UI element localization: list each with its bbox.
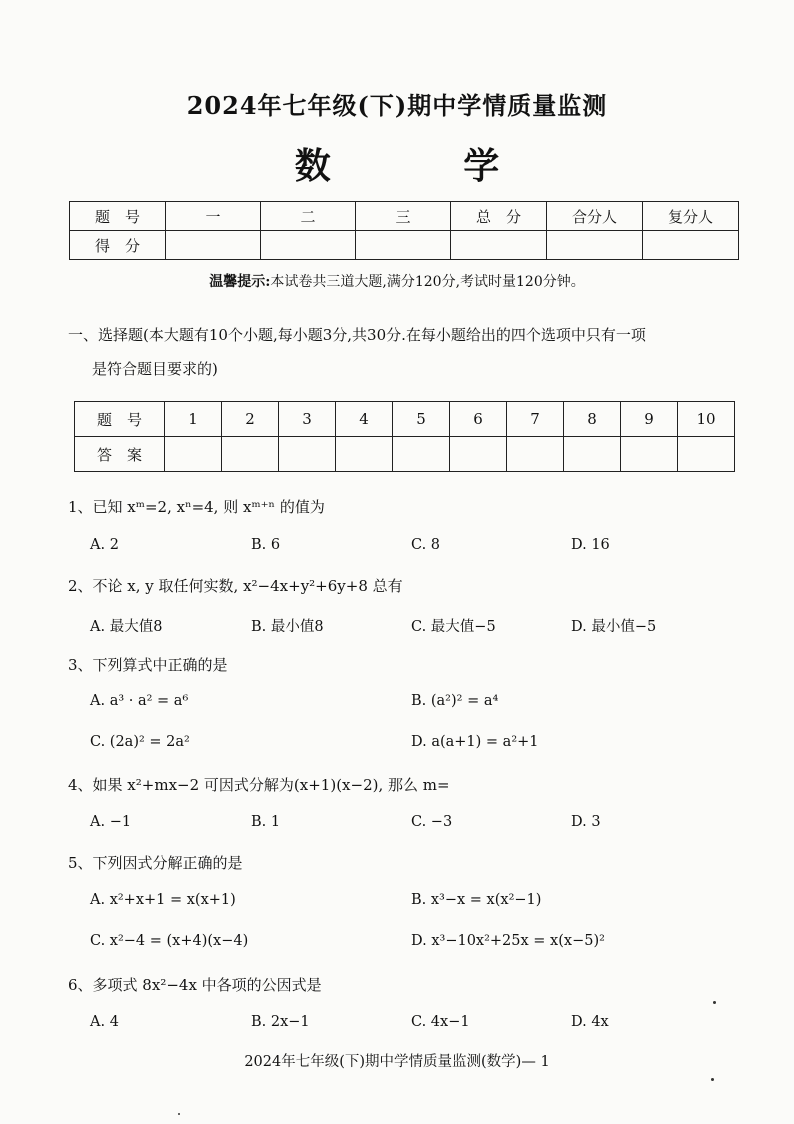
score-cell-total: 总 分	[451, 202, 547, 231]
question-5-option-d[interactable]: D. x³−10x²+25x = x(x−5)²	[411, 933, 605, 949]
score-input-cell[interactable]	[547, 231, 643, 260]
scan-speck	[178, 1113, 180, 1115]
question-4-option-a[interactable]: A. −1	[90, 814, 132, 830]
score-cell-label: 题 号	[70, 202, 166, 231]
score-cell-section2: 二	[261, 202, 356, 231]
question-4-option-d[interactable]: D. 3	[571, 814, 601, 830]
tip-label: 温馨提示:	[209, 274, 271, 290]
answer-input-cell[interactable]	[564, 437, 621, 472]
question-3-option-b[interactable]: B. (a²)² = a⁴	[411, 693, 499, 709]
score-input-cell[interactable]	[261, 231, 356, 260]
answer-table	[74, 401, 735, 472]
subject-title: 数 学	[294, 145, 560, 187]
question-number: 5	[393, 402, 450, 437]
section1-line1: 一、选择题(本大题有10个小题,每小题3分,共30分.在每小题给出的四个选项中只有一项	[68, 326, 646, 344]
question-6-option-a[interactable]: A. 4	[90, 1014, 119, 1030]
answer-row-label: 答 案	[75, 437, 165, 472]
score-input-cell[interactable]	[166, 231, 261, 260]
section1-instructions	[68, 318, 740, 386]
question-number: 4	[336, 402, 393, 437]
question-number: 9	[621, 402, 678, 437]
question-3-option-c[interactable]: C. (2a)² = 2a²	[90, 734, 190, 750]
score-input-cell[interactable]	[451, 231, 547, 260]
answer-input-cell[interactable]	[621, 437, 678, 472]
question-4-option-b[interactable]: B. 1	[251, 814, 281, 830]
question-1-option-b[interactable]: B. 6	[251, 537, 281, 553]
score-input-cell[interactable]	[356, 231, 451, 260]
score-table	[69, 201, 739, 260]
question-number: 1	[165, 402, 222, 437]
exam-title: 2024年七年级(下)期中学情质量监测	[186, 91, 608, 120]
answer-table-number-row	[75, 402, 735, 437]
answer-header-label: 题 号	[75, 402, 165, 437]
question-5-option-c[interactable]: C. x²−4 = (x+4)(x−4)	[90, 933, 249, 949]
answer-input-cell[interactable]	[393, 437, 450, 472]
question-2-stem: 2、不论 x, y 取任何实数, x²−4x+y²+6y+8 总有	[68, 577, 403, 595]
answer-input-cell[interactable]	[678, 437, 735, 472]
tip-text: 本试卷共三道大题,满分120分,考试时量120分钟。	[270, 274, 585, 290]
question-number: 3	[279, 402, 336, 437]
question-2-option-d[interactable]: D. 最小值−5	[571, 619, 657, 635]
section1-line2: 是符合题目要求的)	[92, 360, 218, 378]
answer-input-cell[interactable]	[507, 437, 564, 472]
question-number: 7	[507, 402, 564, 437]
answer-input-cell[interactable]	[336, 437, 393, 472]
question-6-option-d[interactable]: D. 4x	[571, 1014, 609, 1030]
question-number: 10	[678, 402, 735, 437]
question-3-option-a[interactable]: A. a³ · a² = a⁶	[90, 693, 189, 709]
question-4-stem: 4、如果 x²+mx−2 可因式分解为(x+1)(x−2), 那么 m=	[68, 776, 450, 794]
score-cell-section3: 三	[356, 202, 451, 231]
score-cell-section1: 一	[166, 202, 261, 231]
question-number: 6	[450, 402, 507, 437]
question-number: 2	[222, 402, 279, 437]
answer-input-cell[interactable]	[222, 437, 279, 472]
scan-speck	[713, 1001, 716, 1004]
question-6-option-b[interactable]: B. 2x−1	[251, 1014, 310, 1030]
question-5-option-b[interactable]: B. x³−x = x(x²−1)	[411, 892, 542, 908]
score-row-label: 得 分	[70, 231, 166, 260]
score-cell-tallier: 合分人	[547, 202, 643, 231]
answer-input-cell[interactable]	[165, 437, 222, 472]
score-table-score-row	[70, 231, 739, 260]
question-number: 8	[564, 402, 621, 437]
answer-table-answer-row	[75, 437, 735, 472]
question-5-stem: 5、下列因式分解正确的是	[68, 854, 243, 872]
score-input-cell[interactable]	[643, 231, 739, 260]
question-1-option-d[interactable]: D. 16	[571, 537, 610, 553]
scan-speck	[711, 1078, 714, 1081]
answer-input-cell[interactable]	[279, 437, 336, 472]
question-1-stem: 1、已知 xᵐ=2, xⁿ=4, 则 xᵐ⁺ⁿ 的值为	[68, 498, 325, 516]
question-3-stem: 3、下列算式中正确的是	[68, 656, 228, 674]
score-cell-reviewer: 复分人	[643, 202, 739, 231]
question-1-option-c[interactable]: C. 8	[411, 537, 441, 553]
question-3-option-d[interactable]: D. a(a+1) = a²+1	[411, 734, 539, 750]
score-table-header-row	[70, 202, 739, 231]
question-2-option-a[interactable]: A. 最大值8	[90, 619, 163, 635]
question-2-option-b[interactable]: B. 最小值8	[251, 619, 324, 635]
question-2-option-c[interactable]: C. 最大值−5	[411, 619, 496, 635]
answer-input-cell[interactable]	[450, 437, 507, 472]
page-footer: 2024年七年级(下)期中学情质量监测(数学)— 1	[244, 1054, 550, 1070]
question-4-option-c[interactable]: C. −3	[411, 814, 453, 830]
question-6-stem: 6、多项式 8x²−4x 中各项的公因式是	[68, 976, 322, 994]
exam-tip	[0, 271, 794, 291]
question-6-option-c[interactable]: C. 4x−1	[411, 1014, 470, 1030]
question-1-option-a[interactable]: A. 2	[90, 537, 119, 553]
question-5-option-a[interactable]: A. x²+x+1 = x(x+1)	[90, 892, 236, 908]
